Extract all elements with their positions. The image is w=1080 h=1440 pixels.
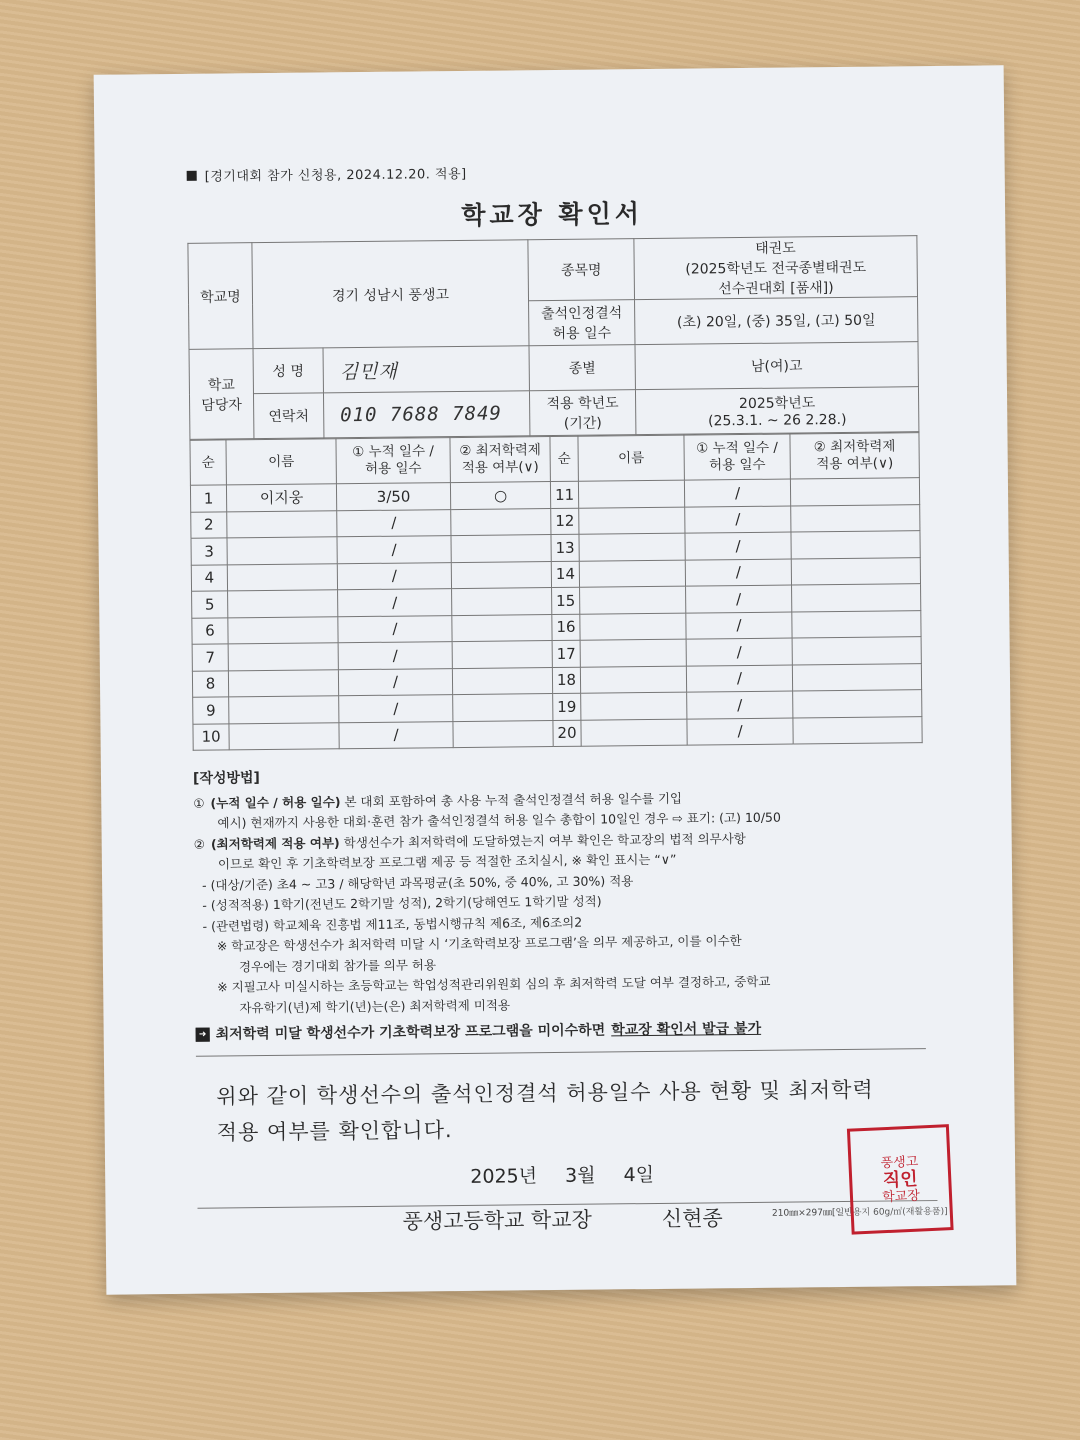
year-label-line2: (기간) bbox=[563, 415, 602, 432]
row-name-right bbox=[581, 692, 687, 720]
seal-text-1: 풍생고 bbox=[880, 1154, 919, 1171]
row-number-left: 8 bbox=[192, 670, 228, 697]
absence-value: (초) 20일, (중) 35일, (고) 50일 bbox=[635, 297, 918, 345]
year-label bbox=[529, 390, 635, 436]
row-min-check-left bbox=[451, 561, 551, 589]
header-tag-text: [경기대회 참가 신청용, 2024.12.20. 적용] bbox=[204, 166, 467, 185]
header-no: 순 bbox=[190, 440, 226, 485]
confirmation-line1: 위와 같이 학생선수의 출석인정결석 허용일수 사용 현황 및 최저학력 bbox=[216, 1077, 874, 1109]
document-body bbox=[187, 158, 948, 1237]
row-days-left: / bbox=[339, 721, 453, 749]
arrow-box-icon: ➜ bbox=[196, 1028, 210, 1042]
row-number-right: 20 bbox=[553, 720, 581, 747]
row-name-right bbox=[579, 533, 685, 561]
header-min-line2: 적용 여부(∨) bbox=[461, 459, 539, 476]
guide-note-1: ※ 학교장은 학생선수가 최저학력 미달 시 ‘기초학력보장 프로그램’을 의무 제공하고, 이를 이수한 bbox=[216, 933, 742, 954]
header-min-2-line2: 적용 여부(∨) bbox=[816, 455, 894, 473]
row-name-right bbox=[580, 613, 686, 641]
event-value-line2: (2025학년도 전국종별태권도 bbox=[685, 259, 867, 278]
row-number-left: 3 bbox=[191, 538, 227, 565]
row-name-left bbox=[228, 669, 338, 697]
row-min-check-right bbox=[792, 584, 921, 612]
row-name-left bbox=[227, 510, 337, 538]
student-table-body bbox=[190, 433, 922, 751]
absence-label-line2: 허용 일수 bbox=[552, 325, 612, 343]
row-min-check-right bbox=[791, 531, 920, 559]
row-min-check-left bbox=[451, 508, 551, 536]
event-value bbox=[634, 236, 918, 300]
row-days-left: / bbox=[338, 668, 452, 696]
square-bullet-icon bbox=[187, 170, 197, 180]
guide-item-2-body: 학생선수가 최저학력에 도달하였는지 여부 확인은 학교장의 법적 의무사항 bbox=[339, 830, 746, 850]
guide-sub-2: - (성적적용) 1학기(전년도 2학기말 성적), 2학기(당해연도 1학기말 성적) bbox=[202, 893, 602, 913]
header-min-2-line1: ② 최저학력제 bbox=[813, 438, 896, 456]
row-min-check-right bbox=[791, 557, 920, 585]
event-value-line3: 선수권대회 [품새]) bbox=[718, 280, 834, 298]
guide-item-1-mark: ① bbox=[193, 795, 205, 811]
issue-date: 2025년 3월 4일 bbox=[470, 1163, 655, 1188]
year-label-line1: 적용 학년도 bbox=[546, 395, 619, 413]
row-name-right bbox=[580, 586, 686, 614]
guide-item-1-body: 본 대회 포함하여 총 사용 누적 출석인정결석 허용 일수를 기입 bbox=[340, 790, 683, 809]
row-name-right bbox=[580, 639, 686, 667]
row-days-right: / bbox=[686, 585, 792, 613]
row-min-check-left bbox=[452, 641, 552, 669]
row-name-left bbox=[227, 537, 337, 565]
info-table bbox=[187, 235, 919, 440]
row-days-right: / bbox=[685, 506, 791, 534]
row-min-check-right bbox=[790, 478, 919, 506]
header-days bbox=[336, 438, 450, 484]
header-tag bbox=[187, 158, 917, 185]
guide-item-2-cont: 이므로 확인 후 기초학력보장 프로그램 제공 등 적절한 조치실시, ※ 확인 표시는 “∨” bbox=[217, 851, 677, 872]
row-name-left bbox=[227, 563, 337, 591]
document-paper bbox=[94, 65, 1017, 1294]
row-number-right: 15 bbox=[552, 587, 580, 614]
row-min-check-left: ○ bbox=[450, 482, 550, 510]
row-name-left bbox=[228, 590, 338, 618]
official-seal bbox=[847, 1124, 954, 1235]
row-days-left: / bbox=[338, 589, 452, 617]
event-value-line1: 태권도 bbox=[755, 240, 796, 257]
row-number-left: 5 bbox=[192, 591, 228, 618]
row-min-check-right bbox=[793, 690, 922, 718]
name-value: 김민재 bbox=[323, 346, 529, 393]
row-days-left: / bbox=[337, 536, 451, 564]
event-label: 종목명 bbox=[528, 239, 635, 301]
row-number-left: 1 bbox=[190, 485, 226, 512]
guide-note-2-cont: 자유학기(년)제 학기(년)는(은) 최저학력제 미적용 bbox=[239, 996, 511, 1015]
writing-guide bbox=[193, 761, 926, 1045]
divider bbox=[196, 1048, 926, 1057]
row-min-check-right bbox=[792, 663, 921, 691]
row-name-right bbox=[579, 560, 685, 588]
contact-label: 연락처 bbox=[253, 393, 323, 439]
guide-final-note-a: 최저학력 미달 학생선수가 기초학력보장 프로그램을 미이수하면 bbox=[215, 1022, 606, 1043]
manager-label-line2: 담당자 bbox=[201, 396, 242, 414]
school-label: 학교명 bbox=[188, 243, 253, 350]
row-name-right bbox=[579, 507, 685, 535]
row-number-left: 4 bbox=[191, 564, 227, 591]
paper-spec-footer: 210㎜×297㎜[일반용지 60g/㎡(재활용품)] bbox=[771, 1206, 948, 1219]
row-number-right: 11 bbox=[550, 481, 578, 508]
header-days-2-line2: 허용 일수 bbox=[708, 456, 766, 474]
guide-item-1-example: 예시) 현재까지 사용한 대회·훈련 참가 출석인정결석 허용 일수 총합이 10일인 경우 ⇨ 표기: (고) 10/50 bbox=[217, 809, 782, 831]
category-label: 종별 bbox=[529, 345, 635, 391]
guide-item-2-bold: (최저학력제 적용 여부) bbox=[210, 834, 340, 852]
document-title: 학교장 확인서 bbox=[461, 199, 644, 230]
row-number-right: 12 bbox=[551, 508, 579, 535]
row-min-check-right bbox=[792, 610, 921, 638]
row-days-right: / bbox=[685, 532, 791, 560]
row-number-left: 2 bbox=[191, 511, 227, 538]
row-number-left: 7 bbox=[192, 644, 228, 671]
manager-label bbox=[189, 349, 254, 440]
absence-label-line1: 출석인정결석 bbox=[541, 305, 623, 323]
header-min bbox=[450, 437, 550, 483]
header-days-2 bbox=[684, 434, 790, 480]
row-days-left: / bbox=[338, 615, 452, 643]
row-number-right: 14 bbox=[551, 561, 579, 588]
row-days-left: / bbox=[338, 642, 452, 670]
row-days-right: / bbox=[686, 612, 792, 640]
guide-final-note-b: 학교장 확인서 발급 불가 bbox=[611, 1020, 762, 1039]
header-name: 이름 bbox=[226, 439, 336, 485]
row-name-left bbox=[229, 722, 339, 750]
year-value bbox=[635, 387, 918, 435]
row-days-right: / bbox=[685, 559, 791, 587]
guide-sub-1: - (대상/기준) 초4 ~ 고3 / 해당학년 과목평균(초 50%, 중 40%, 고 30%) 적용 bbox=[202, 872, 634, 893]
row-name-left bbox=[228, 616, 338, 644]
row-name-left bbox=[228, 643, 338, 671]
row-number-right: 19 bbox=[553, 693, 581, 720]
row-number-right: 18 bbox=[552, 667, 580, 694]
row-days-right: / bbox=[686, 638, 792, 666]
header-days-2-line1: ① 누적 일수 / bbox=[696, 439, 779, 457]
row-min-check-left bbox=[452, 588, 552, 616]
student-table bbox=[189, 432, 922, 751]
row-days-left: / bbox=[337, 562, 451, 590]
seal-text-2: 직인 bbox=[882, 1168, 919, 1191]
row-days-right: / bbox=[687, 691, 793, 719]
row-days-right: / bbox=[687, 718, 793, 746]
row-name-left bbox=[229, 696, 339, 724]
signer-title: 풍생고등학교 학교장 bbox=[402, 1207, 592, 1234]
row-days-left: 3/50 bbox=[336, 483, 450, 511]
header-min-2 bbox=[790, 433, 919, 479]
row-days-right: / bbox=[684, 479, 790, 507]
year-value-line1: 2025학년도 bbox=[738, 395, 816, 413]
school-value: 경기 성남시 풍생고 bbox=[252, 240, 529, 349]
row-min-check-right bbox=[793, 716, 922, 744]
year-value-line2: (25.3.1. ~ 26 2.28.) bbox=[707, 411, 847, 430]
row-name-right bbox=[578, 480, 684, 508]
guide-final-note bbox=[196, 1017, 926, 1045]
guide-item-1-bold: (누적 일수 / 허용 일수) bbox=[210, 793, 341, 811]
header-days-line1: ① 누적 일수 / bbox=[352, 443, 435, 461]
student-table-header bbox=[190, 433, 919, 486]
name-label: 성 명 bbox=[253, 348, 323, 394]
row-number-left: 10 bbox=[193, 723, 229, 750]
row-number-right: 13 bbox=[551, 534, 579, 561]
row-min-check-left bbox=[451, 535, 551, 563]
row-min-check-left bbox=[453, 694, 553, 722]
row-name-left: 이지웅 bbox=[226, 484, 336, 512]
row-name-right bbox=[580, 666, 686, 694]
header-name-2: 이름 bbox=[578, 435, 684, 481]
row-name-right bbox=[581, 719, 687, 747]
row-number-left: 6 bbox=[192, 617, 228, 644]
guide-note-2: ※ 지필고사 미실시하는 초등학교는 학업성적관리위원회 심의 후 최저학력 도달 여부 결정하고, 중학교 bbox=[217, 973, 771, 995]
row-min-check-right bbox=[791, 504, 920, 532]
confirmation-line2: 적용 여부를 확인합니다. bbox=[216, 1117, 453, 1145]
row-min-check-left bbox=[452, 614, 552, 642]
guide-note-1-cont: 경우에는 경기대회 참가를 의무 허용 bbox=[238, 956, 437, 974]
row-days-left: / bbox=[339, 695, 453, 723]
row-number-left: 9 bbox=[193, 697, 229, 724]
guide-heading: [작성방법] bbox=[192, 770, 261, 787]
manager-label-line1: 학교 bbox=[207, 376, 236, 394]
row-min-check-left bbox=[452, 667, 552, 695]
row-days-right: / bbox=[686, 665, 792, 693]
contact-value: 010 7688 7849 bbox=[323, 391, 529, 438]
signer-name: 신현종 bbox=[661, 1205, 723, 1231]
category-value: 남(여)고 bbox=[635, 342, 918, 390]
header-days-line2: 허용 일수 bbox=[364, 460, 422, 477]
confirmation-text bbox=[196, 1071, 927, 1151]
absence-label bbox=[529, 300, 635, 346]
seal-text-3: 학교장 bbox=[881, 1188, 921, 1205]
header-no-2: 순 bbox=[550, 436, 578, 481]
header-min-line1: ② 최저학력제 bbox=[459, 442, 541, 459]
guide-sub-3: - (관련법령) 학교체육 진흥법 제11조, 동법시행규칙 제6조, 제6조의2 bbox=[202, 914, 583, 934]
row-days-left: / bbox=[337, 509, 451, 537]
row-number-right: 16 bbox=[552, 614, 580, 641]
row-min-check-right bbox=[792, 637, 921, 665]
row-number-right: 17 bbox=[552, 640, 580, 667]
row-min-check-left bbox=[453, 720, 553, 748]
guide-item-2-mark: ② bbox=[193, 836, 205, 852]
